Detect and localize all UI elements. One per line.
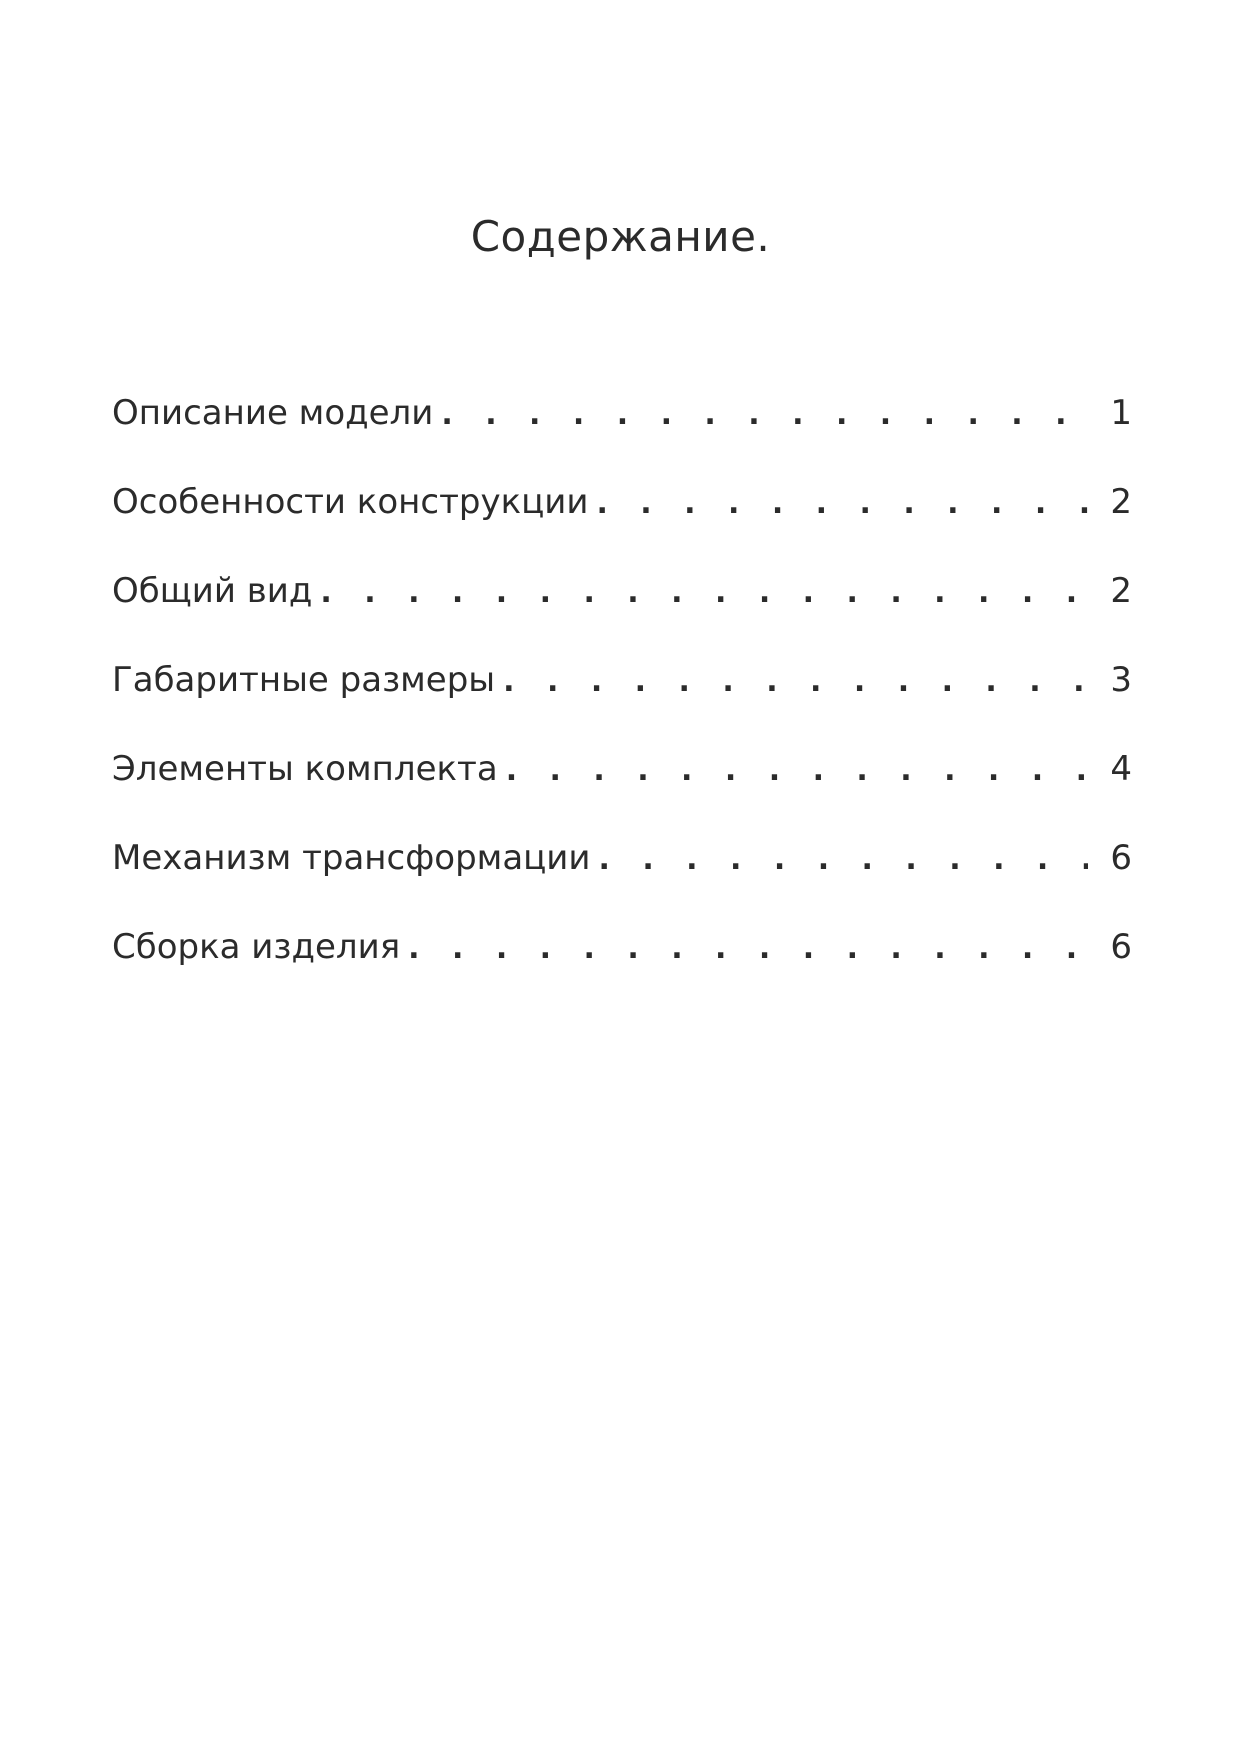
toc-entry-page: 3 — [1110, 660, 1132, 700]
toc-entry-assembly — [112, 927, 1132, 1016]
toc-entry-label: Общий вид — [112, 571, 313, 611]
toc-leader-dots — [441, 397, 1088, 432]
toc-leader-dots — [599, 842, 1089, 877]
toc-entry-model-description — [112, 393, 1132, 482]
toc-entry-page: 2 — [1110, 482, 1132, 522]
page-title: Содержание. — [470, 212, 771, 261]
toc-entry-page: 4 — [1110, 749, 1132, 789]
toc-entry-general-view — [112, 571, 1132, 660]
toc-entry-label: Сборка изделия — [112, 927, 401, 967]
toc-entry-label: Описание модели — [112, 393, 434, 433]
toc-leader-dots — [320, 575, 1088, 610]
toc-leader-dots — [503, 664, 1088, 699]
toc-entry-transformation-mechanism — [112, 838, 1132, 927]
toc-entry-label: Механизм трансформации — [112, 838, 591, 878]
toc-entry-page: 6 — [1110, 927, 1132, 967]
toc-leader-dots — [596, 486, 1088, 521]
toc-leader-dots — [506, 753, 1088, 788]
toc-entry-design-features — [112, 482, 1132, 571]
toc-entry-label: Особенности конструкции — [112, 482, 589, 522]
toc-entry-label: Элементы комплекта — [112, 749, 498, 789]
toc-entry-label: Габаритные размеры — [112, 660, 496, 700]
toc-entry-page: 2 — [1110, 571, 1132, 611]
toc-entry-dimensions — [112, 660, 1132, 749]
table-of-contents — [112, 393, 1132, 1016]
toc-entry-page: 1 — [1110, 393, 1132, 433]
toc-leader-dots — [408, 931, 1088, 966]
toc-entry-kit-elements — [112, 749, 1132, 838]
toc-entry-page: 6 — [1110, 838, 1132, 878]
